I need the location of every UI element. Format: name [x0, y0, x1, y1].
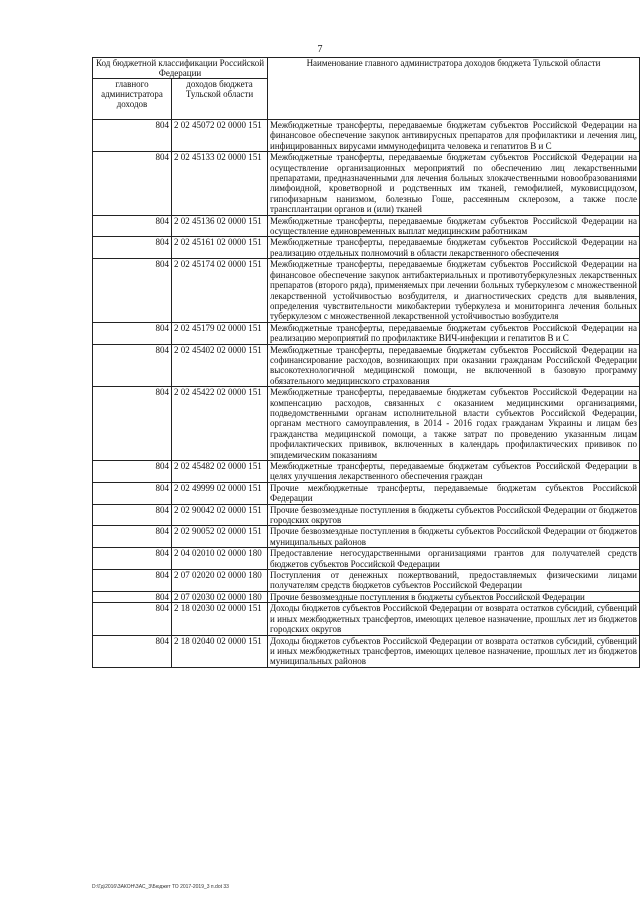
table-row [93, 322, 640, 344]
table-row [93, 482, 640, 504]
admin-code-cell: 804 [93, 526, 172, 548]
revenue-code-cell: 2 18 02040 02 0000 151 [172, 635, 268, 667]
revenue-code-cell: 2 02 45422 02 0000 151 [172, 387, 268, 461]
page-number: 7 [317, 44, 323, 55]
revenue-code-cell: 2 02 45136 02 0000 151 [172, 215, 268, 237]
revenue-name-cell: Межбюджетные трансферты, передаваемые бюджетам субъектов Российской Федерации на реализацию мероприятий по профилактике ВИЧ-инфекции и гепатитов В и С [268, 322, 640, 344]
revenue-name-cell: Межбюджетные трансферты, передаваемые бюджетам субъектов Российской Федерации на осуществление единовременных выплат медицинским работникам [268, 215, 640, 237]
header-revenue: доходов бюджета Тульской области [172, 79, 268, 120]
revenue-code-cell: 2 02 90052 02 0000 151 [172, 526, 268, 548]
revenue-code-cell: 2 02 45179 02 0000 151 [172, 322, 268, 344]
table-row [93, 259, 640, 322]
revenue-code-cell: 2 02 45133 02 0000 151 [172, 152, 268, 215]
revenue-code-cell: 2 02 45072 02 0000 151 [172, 120, 268, 152]
revenue-name-cell: Прочие безвозмездные поступления в бюджеты субъектов Российской Федерации [268, 591, 640, 602]
admin-code-cell: 804 [93, 482, 172, 504]
revenue-name-cell: Межбюджетные трансферты, передаваемые бюджетам субъектов Российской Федерации на финансовое обеспечение закупок антибактериальных и противотуберкулезных лекарственных препаратов (второго ряда), применяемых при лечении больных туберкулезом с множественной лекарственной устойчивостью возбудителя, и диагностических средств для выявления, определения чувствительности микобактерии туберкулеза и мониторинга лечения больных туберкулезом с множественной лекарственной устойчивостью возбудителя [268, 259, 640, 322]
table-row [93, 603, 640, 635]
revenue-name-cell: Межбюджетные трансферты, передаваемые бюджетам субъектов Российской Федерации на софинансирование расходов, возникающих при оказании гражданам Российской Федерации высокотехнологичной медицинской помощи, не включенной в базовую программу обязательного медицинского страхования [268, 344, 640, 387]
admin-code-cell: 804 [93, 237, 172, 259]
admin-code-cell: 804 [93, 322, 172, 344]
table-row [93, 635, 640, 667]
revenue-name-cell: Прочие безвозмездные поступления в бюджеты субъектов Российской Федерации от бюджетов городских округов [268, 504, 640, 526]
revenue-code-cell: 2 18 02030 02 0000 151 [172, 603, 268, 635]
revenue-name-cell: Межбюджетные трансферты, передаваемые бюджетам субъектов Российской Федерации на реализацию отдельных полномочий в области лекарственного обеспечения [268, 237, 640, 259]
admin-code-cell: 804 [93, 344, 172, 387]
admin-code-cell: 804 [93, 215, 172, 237]
admin-code-cell: 804 [93, 635, 172, 667]
table-row [93, 152, 640, 215]
revenue-code-cell: 2 02 45174 02 0000 151 [172, 259, 268, 322]
table-row [93, 591, 640, 602]
admin-code-cell: 804 [93, 152, 172, 215]
table-row [93, 120, 640, 152]
table-row [93, 215, 640, 237]
table-row [93, 570, 640, 592]
admin-code-cell: 804 [93, 591, 172, 602]
revenue-name-cell: Предоставление негосударственными организациями грантов для получателей средств бюджетов субъектов Российской Федерации [268, 548, 640, 570]
revenue-name-cell: Доходы бюджетов субъектов Российской Федерации от возврата остатков субсидий, субвенций и иных межбюджетных трансфертов, имеющих целевое назначение, прошлых лет из бюджетов муниципальных районов [268, 635, 640, 667]
table-row [93, 237, 640, 259]
table-row [93, 526, 640, 548]
header-code-group: Код бюджетной классификации Российской Федерации [93, 58, 268, 79]
revenue-code-cell: 2 07 02030 02 0000 180 [172, 591, 268, 602]
admin-code-cell: 804 [93, 570, 172, 592]
admin-code-cell: 804 [93, 548, 172, 570]
revenue-name-cell: Межбюджетные трансферты, передаваемые бюджетам субъектов Российской Федерации на компенсацию расходов, связанных с оказанием медицинскими организациями, подведомственными органам исполнительной власти субъектов Российской Федерации, органам местного самоуправления, в 2014 - 2016 годах гражданам Украины и лицам без гражданства медицинской помощи, а также затрат по проведению указанным лицам профилактических прививок, включенных в календарь профилактических прививок по эпидемическим показаниям [268, 387, 640, 461]
revenue-code-cell: 2 04 02010 02 0000 180 [172, 548, 268, 570]
admin-code-cell: 804 [93, 259, 172, 322]
admin-code-cell: 804 [93, 504, 172, 526]
revenue-code-cell: 2 02 90042 02 0000 151 [172, 504, 268, 526]
revenue-code-cell: 2 02 45482 02 0000 151 [172, 461, 268, 483]
file-path-footer: D:\Гд\2016\ЗАКОН\ЗАС_3\Бюджет ТО 2017-2019_3 п.dot 33 [92, 884, 229, 890]
admin-code-cell: 804 [93, 603, 172, 635]
revenue-code-cell: 2 02 45402 02 0000 151 [172, 344, 268, 387]
revenue-name-cell: Межбюджетные трансферты, передаваемые бюджетам субъектов Российской Федерации на осуществление организационных мероприятий по обеспечению лиц лекарственными препаратами, предназначенными для лечения больных злокачественными новообразованиями лимфоидной, кроветворной и родственных им тканей, гемофилией, муковисцидозом, гипофизарным нанизмом, болезнью Гоше, рассеянным склерозом, а также после трансплантации органов и (или) тканей [268, 152, 640, 215]
admin-code-cell: 804 [93, 461, 172, 483]
admin-code-cell: 804 [93, 387, 172, 461]
table-row [93, 344, 640, 387]
revenue-name-cell: Межбюджетные трансферты, передаваемые бюджетам субъектов Российской Федерации на финансовое обеспечение закупок антивирусных препаратов для профилактики и лечения лиц, инфицированных вирусами иммунодефицита человека и гепатитов В и С [268, 120, 640, 152]
revenue-code-cell: 2 02 49999 02 0000 151 [172, 482, 268, 504]
revenue-code-cell: 2 02 45161 02 0000 151 [172, 237, 268, 259]
table-row [93, 387, 640, 461]
admin-code-cell: 804 [93, 120, 172, 152]
revenue-name-cell: Прочие межбюджетные трансферты, передаваемые бюджетам субъектов Российской Федерации [268, 482, 640, 504]
budget-classification-table [92, 57, 640, 668]
revenue-name-cell: Межбюджетные трансферты, передаваемые бюджетам субъектов Российской Федерации в целях улучшения лекарственного обеспечения граждан [268, 461, 640, 483]
header-admin: главного администратора доходов [93, 79, 172, 120]
revenue-name-cell: Доходы бюджетов субъектов Российской Федерации от возврата остатков субсидий, субвенций и иных межбюджетных трансфертов, имеющих целевое назначение, прошлых лет из бюджетов городских округов [268, 603, 640, 635]
header-name: Наименование главного администратора доходов бюджета Тульской области [268, 58, 640, 120]
table-row [93, 548, 640, 570]
revenue-name-cell: Поступления от денежных пожертвований, предоставляемых физическими лицами получателям средств бюджетов субъектов Российской Федерации [268, 570, 640, 592]
revenue-name-cell: Прочие безвозмездные поступления в бюджеты субъектов Российской Федерации от бюджетов муниципальных районов [268, 526, 640, 548]
revenue-code-cell: 2 07 02020 02 0000 180 [172, 570, 268, 592]
table-row [93, 504, 640, 526]
table-row [93, 461, 640, 483]
